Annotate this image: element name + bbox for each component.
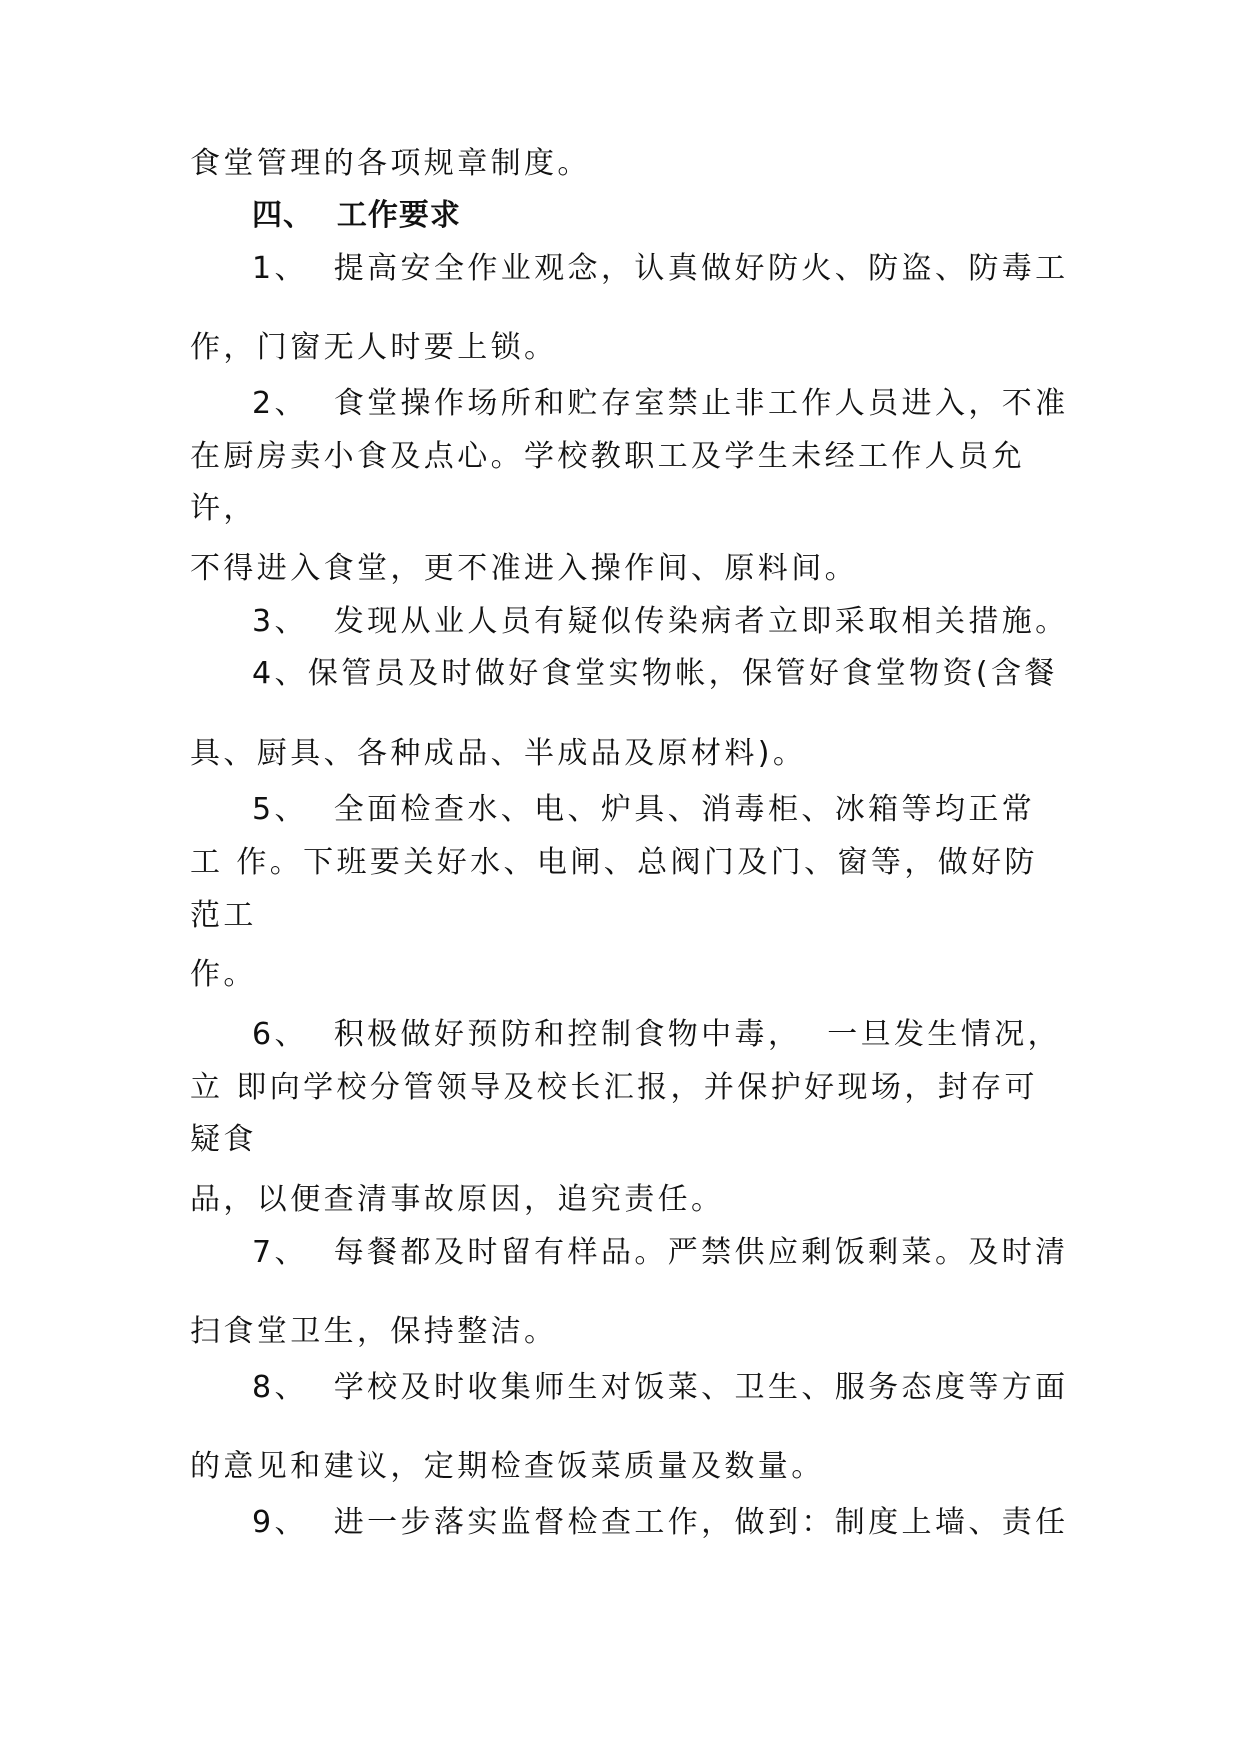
item-4-line-2: 具、厨具、各种成品、半成品及原材料)。 — [190, 736, 807, 771]
item-5-line-2: 工 作。下班要关好水、电闸、总阀门及门、窗等，做好防 — [190, 845, 1038, 880]
item-1-line-2: 作，门窗无人时要上锁。 — [190, 330, 558, 365]
item-3-line-1: 3、 发现从业人员有疑似传染病者立即采取相关措施。 — [252, 604, 1069, 639]
item-7-line-1: 7、 每餐都及时留有样品。严禁供应剩饭剩菜。及时清 — [252, 1235, 1069, 1270]
item-6-line-2: 立 即向学校分管领导及校长汇报，并保护好现场，封存可 — [190, 1070, 1038, 1105]
item-8-line-2: 的意见和建议，定期检查饭菜质量及数量。 — [190, 1449, 825, 1484]
item-1-line-1: 1、 提高安全作业观念，认真做好防火、防盗、防毒工 — [252, 251, 1069, 286]
item-2-line-1: 2、 食堂操作场所和贮存室禁止非工作人员进入，不准 — [252, 386, 1069, 421]
item-5-line-1: 5、 全面检查水、电、炉具、消毒柜、冰箱等均正常 — [252, 792, 1036, 827]
item-5-line-4: 作。 — [190, 957, 257, 992]
text-line-continuation: 食堂管理的各项规章制度。 — [190, 146, 591, 181]
item-2-line-4: 不得进入食堂，更不准进入操作间、原料间。 — [190, 551, 858, 586]
item-9-line-1: 9、 进一步落实监督检查工作，做到：制度上墙、责任 — [252, 1505, 1069, 1540]
item-4-line-1: 4、保管员及时做好食堂实物帐，保管好食堂物资(含餐 — [252, 656, 1058, 691]
item-6-line-3: 疑食 — [190, 1122, 257, 1157]
item-6-line-4: 品，以便查清事故原因，追究责任。 — [190, 1182, 725, 1217]
item-5-line-3: 范工 — [190, 898, 257, 933]
item-2-line-3: 许， — [190, 491, 257, 526]
item-7-line-2: 扫食堂卫生，保持整洁。 — [190, 1314, 558, 1349]
section-heading: 四、 工作要求 — [252, 198, 461, 233]
item-8-line-1: 8、 学校及时收集师生对饭菜、卫生、服务态度等方面 — [252, 1370, 1069, 1405]
item-2-line-2: 在厨房卖小食及点心。学校教职工及学生未经工作人员允 — [190, 439, 1025, 474]
item-6-line-1: 6、 积极做好预防和控制食物中毒， 一旦发生情况， — [252, 1017, 1062, 1052]
